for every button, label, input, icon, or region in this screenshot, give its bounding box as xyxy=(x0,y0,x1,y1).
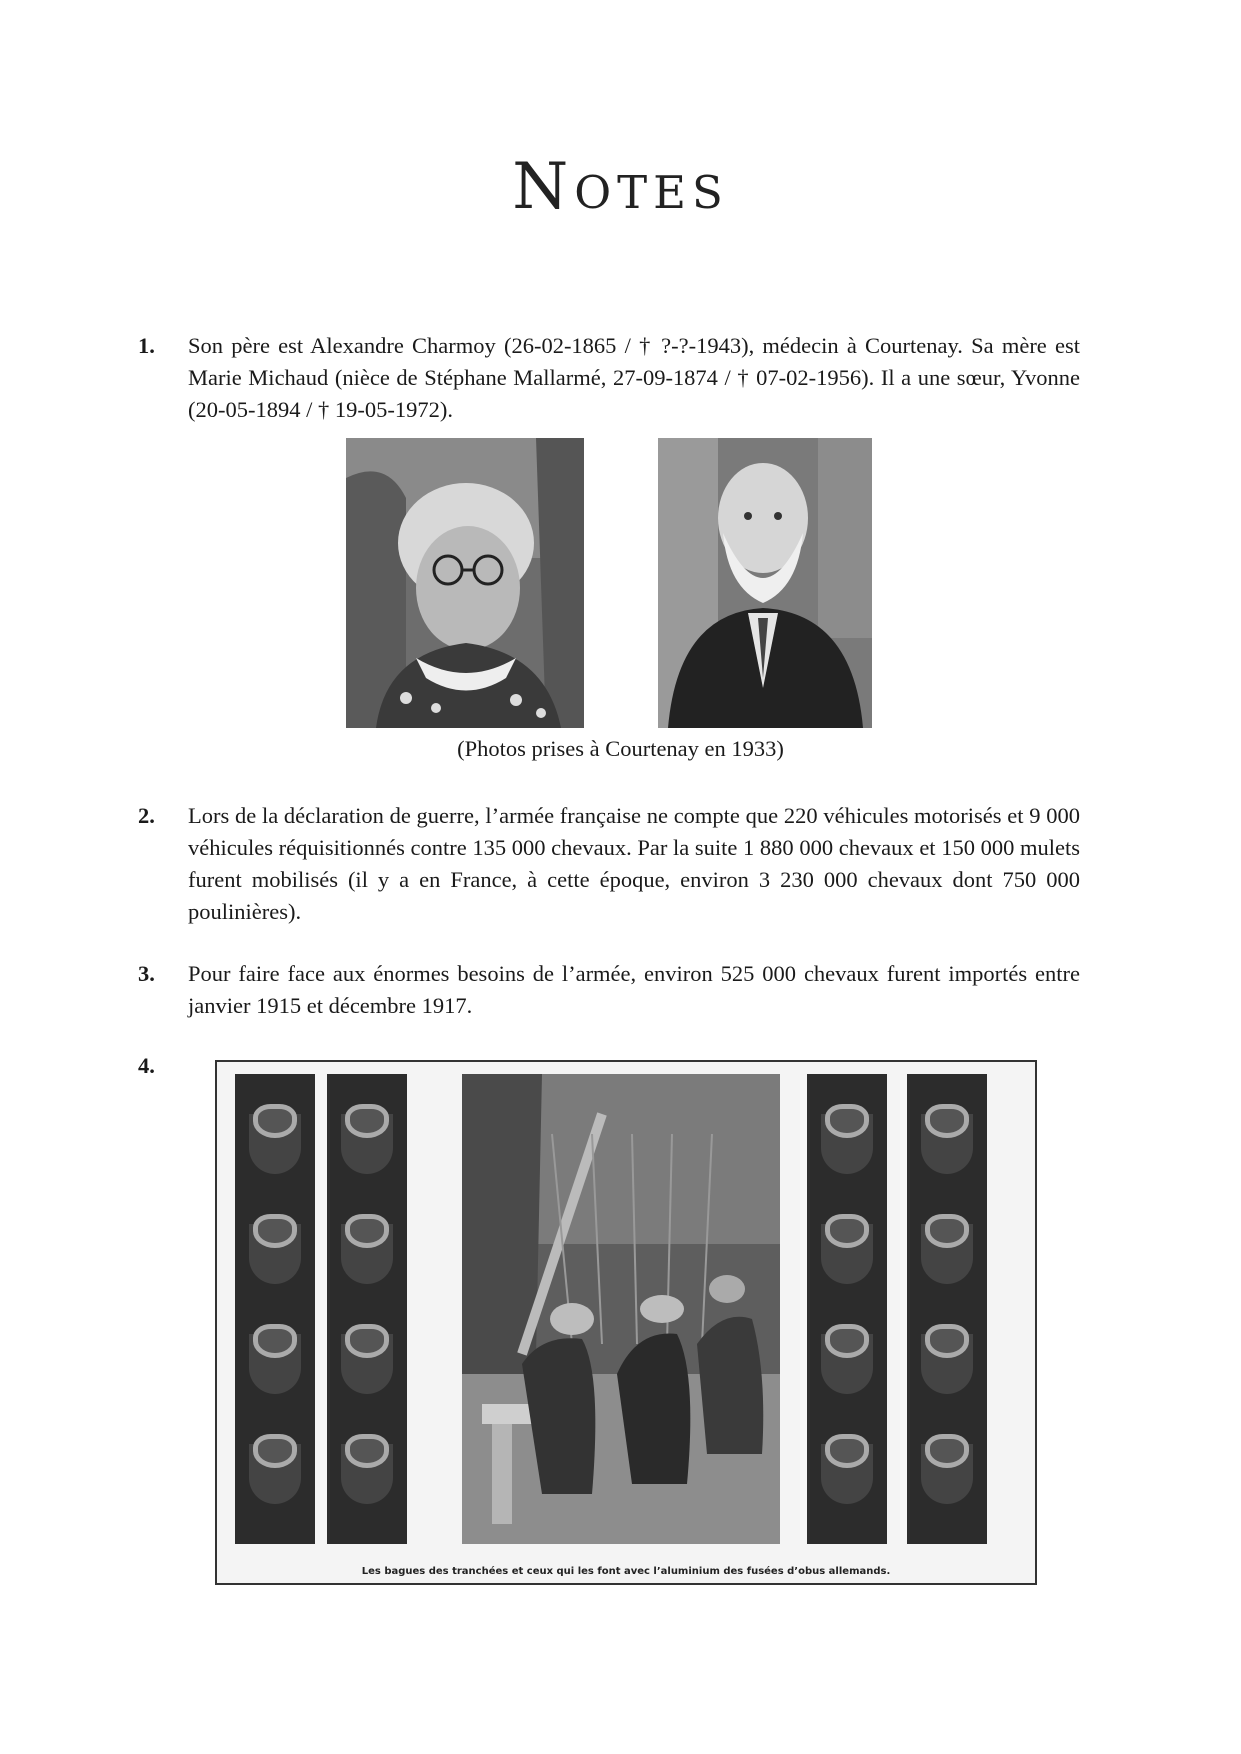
note-text: Son père est Alexandre Charmoy (26-02-1865 / † ?-?-1943), médecin à Courtenay. Sa mère est Marie Michaud (nièce de Stéphane Mallarmé, 27-09-1874 / † 07-02-1956). Il a une sœur, Yvonne (20-05-1894 / † 19-05-1972). xyxy=(188,333,1080,422)
trench-rings-plate xyxy=(215,1060,1037,1585)
soldiers-photo xyxy=(462,1074,780,1544)
photo-man-image xyxy=(658,438,872,728)
plate-caption: Les bagues des tranchées et ceux qui les font avec l’aluminium des fusées d’obus allemands. xyxy=(361,1566,891,1577)
ring-column xyxy=(327,1074,407,1544)
note-2 xyxy=(138,800,1080,928)
note-number: 3. xyxy=(138,961,155,986)
photo-woman xyxy=(346,438,584,728)
note-3 xyxy=(138,958,1080,1022)
note-number: 1. xyxy=(138,333,155,358)
ring-column xyxy=(907,1074,987,1544)
photo-woman-image xyxy=(346,438,584,728)
ring-column xyxy=(807,1074,887,1544)
note-number: 2. xyxy=(138,803,155,828)
note-text: Pour faire face aux énormes besoins de l’armée, environ 525 000 chevaux furent importés entre janvier 1915 et décembre 1917. xyxy=(188,961,1080,1018)
photo-man xyxy=(658,438,872,728)
note-1 xyxy=(138,330,1080,426)
page-title: Notes xyxy=(512,150,729,224)
note-text: Lors de la déclaration de guerre, l’armée française ne compte que 220 véhicules motorisés et 9 000 véhicules réquisitionnés contre 135 000 chevaux. Par la suite 1 880 000 chevaux et 150 000 mulets furent mobilisés (il y a en France, à cette époque, environ 3 230 000 chevaux dont 750 000 poulinières). xyxy=(188,803,1080,924)
note-number: 4. xyxy=(138,1053,155,1078)
photo-caption: (Photos prises à Courtenay en 1933) xyxy=(457,736,784,761)
ring-column xyxy=(235,1074,315,1544)
